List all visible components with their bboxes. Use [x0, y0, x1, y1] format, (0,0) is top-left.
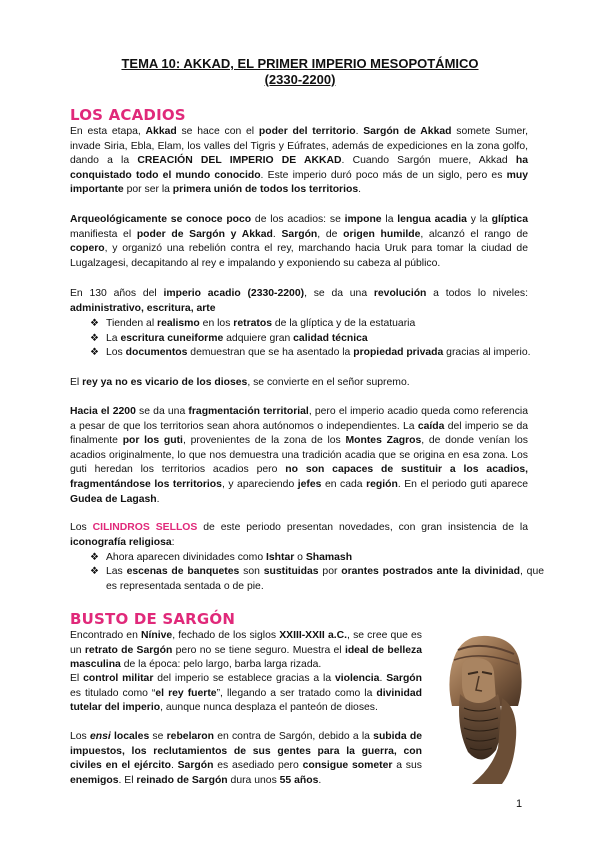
bullet-item: ❖ Los documentos demuestran que se ha asentado la propiedad privada gracias al imperio. [90, 346, 544, 361]
bullet-diamond-icon: ❖ [90, 333, 99, 344]
paragraph-archaeology: Arqueológicamente se conoce poco de los acadios: se impone la lengua acadia y la glíptica manifiesta el poder de Sargón y Akkad. Sargón, de origen humilde, alcanzó el rango de copero, y organizó una rebelión contra el rey, marchando hacia Uruk para tomar la ciudad de Lugalzagesi, decapitando al rey e impalando y exponiendo su cabeza al público. [70, 214, 529, 269]
paragraph-cylinder-seals: Los CILINDROS SELLOS de este periodo presentan novedades, con gran insistencia de la iconografía religiosa: [70, 522, 528, 548]
title-line-1: TEMA 10: AKKAD, EL PRIMER IMPERIO MESOPOTÁMICO [121, 56, 479, 71]
title-line-2: (2330-2200) [264, 72, 336, 87]
paragraph-revolution: En 130 años del imperio acadio (2330-2200), se da una revolución a todos lo niveles: administrativo, escritura, arte [70, 288, 528, 314]
paragraph-bust-found: Encontrado en Nínive, fechado de los siglos XXIII-XXII a.C., se cree que es un retrato de Sargón pero no se tiene seguro. Muestra el ideal de belleza masculina de la época: pelo largo, barba larga rizada. [70, 630, 423, 671]
bullet-item: ❖ Las escenas de banquetes son sustituidas por orantes postrados ante la divinidad, que es representada sentada o de pie. [90, 566, 544, 592]
bullet-diamond-icon: ❖ [90, 318, 99, 329]
section-heading-acadios: LOS ACADIOS [70, 106, 186, 124]
sargon-bust-image [432, 628, 532, 786]
paragraph-conquest: En esta etapa, Akkad se hace con el poder del territorio. Sargón de Akkad somete Sumer, invade Siria, Ebla, Elam, los valles del Tigris y Eúfrates, además de expediciones en la zona golfo, dando a la CREACIÓN DEL IMPERIO DE AKKAD. Cuando Sargón muere, Akkad ha conquistado todo el mundo conocido. Este imperio duró poco más de un siglo, pero es muy importante por ser la primera unión de todos los territorios. [70, 126, 528, 196]
page-title [70, 56, 530, 88]
bullet-item: ❖ La escritura cuneiforme adquiere gran calidad técnica [90, 332, 544, 347]
bullet-item: ❖ Ahora aparecen divinidades como Ishtar o Shamash [90, 551, 544, 566]
bullet-diamond-icon: ❖ [90, 566, 99, 577]
bullet-diamond-icon: ❖ [90, 347, 99, 358]
paragraph-king: El rey ya no es vicario de los dioses, se convierte en el señor supremo. [70, 377, 410, 388]
paragraph-fragmentation: Hacia el 2200 se da una fragmentación territorial, pero el imperio acadio queda como referencia a pesar de que los territorios sean ahora autónomos o independientes. La caída del imperio se da finalmente por los guti, provenientes de la zona de los Montes Zagros, de donde venían los acadios originalmente, lo que nos demuestra una tradición acadia que se origina en esa zona. Los guti heredan los territorios acadios pero no son capaces de sustituir a los acadios, fragmentándose los territorios, y apareciendo jefes en cada región. En el periodo guti aparece Gudea de Lagash. [70, 406, 529, 505]
paragraph-military: El control militar del imperio se establece gracias a la violencia. Sargón es titulado como “el rey fuerte”, llegando a ser tratado como la divinidad tutelar del imperio, aunque nunca desplaza el panteón de dioses. [70, 673, 422, 714]
page-number: 1 [516, 798, 523, 810]
paragraph-rebellion: Los ensi locales se rebelaron en contra de Sargón, debido a la subida de impuestos, los reclutamientos de sus gentes para la guerra, con civiles en el ejército. Sargón es asediado pero consigue someter a sus enemigos. El reinado de Sargón dura unos 55 años. [70, 731, 422, 786]
bullet-diamond-icon: ❖ [90, 552, 99, 563]
bullet-item: ❖ Tienden al realismo en los retratos de la glíptica y de la estatuaria [90, 317, 544, 332]
section-heading-busto: BUSTO DE SARGÓN [70, 610, 236, 628]
